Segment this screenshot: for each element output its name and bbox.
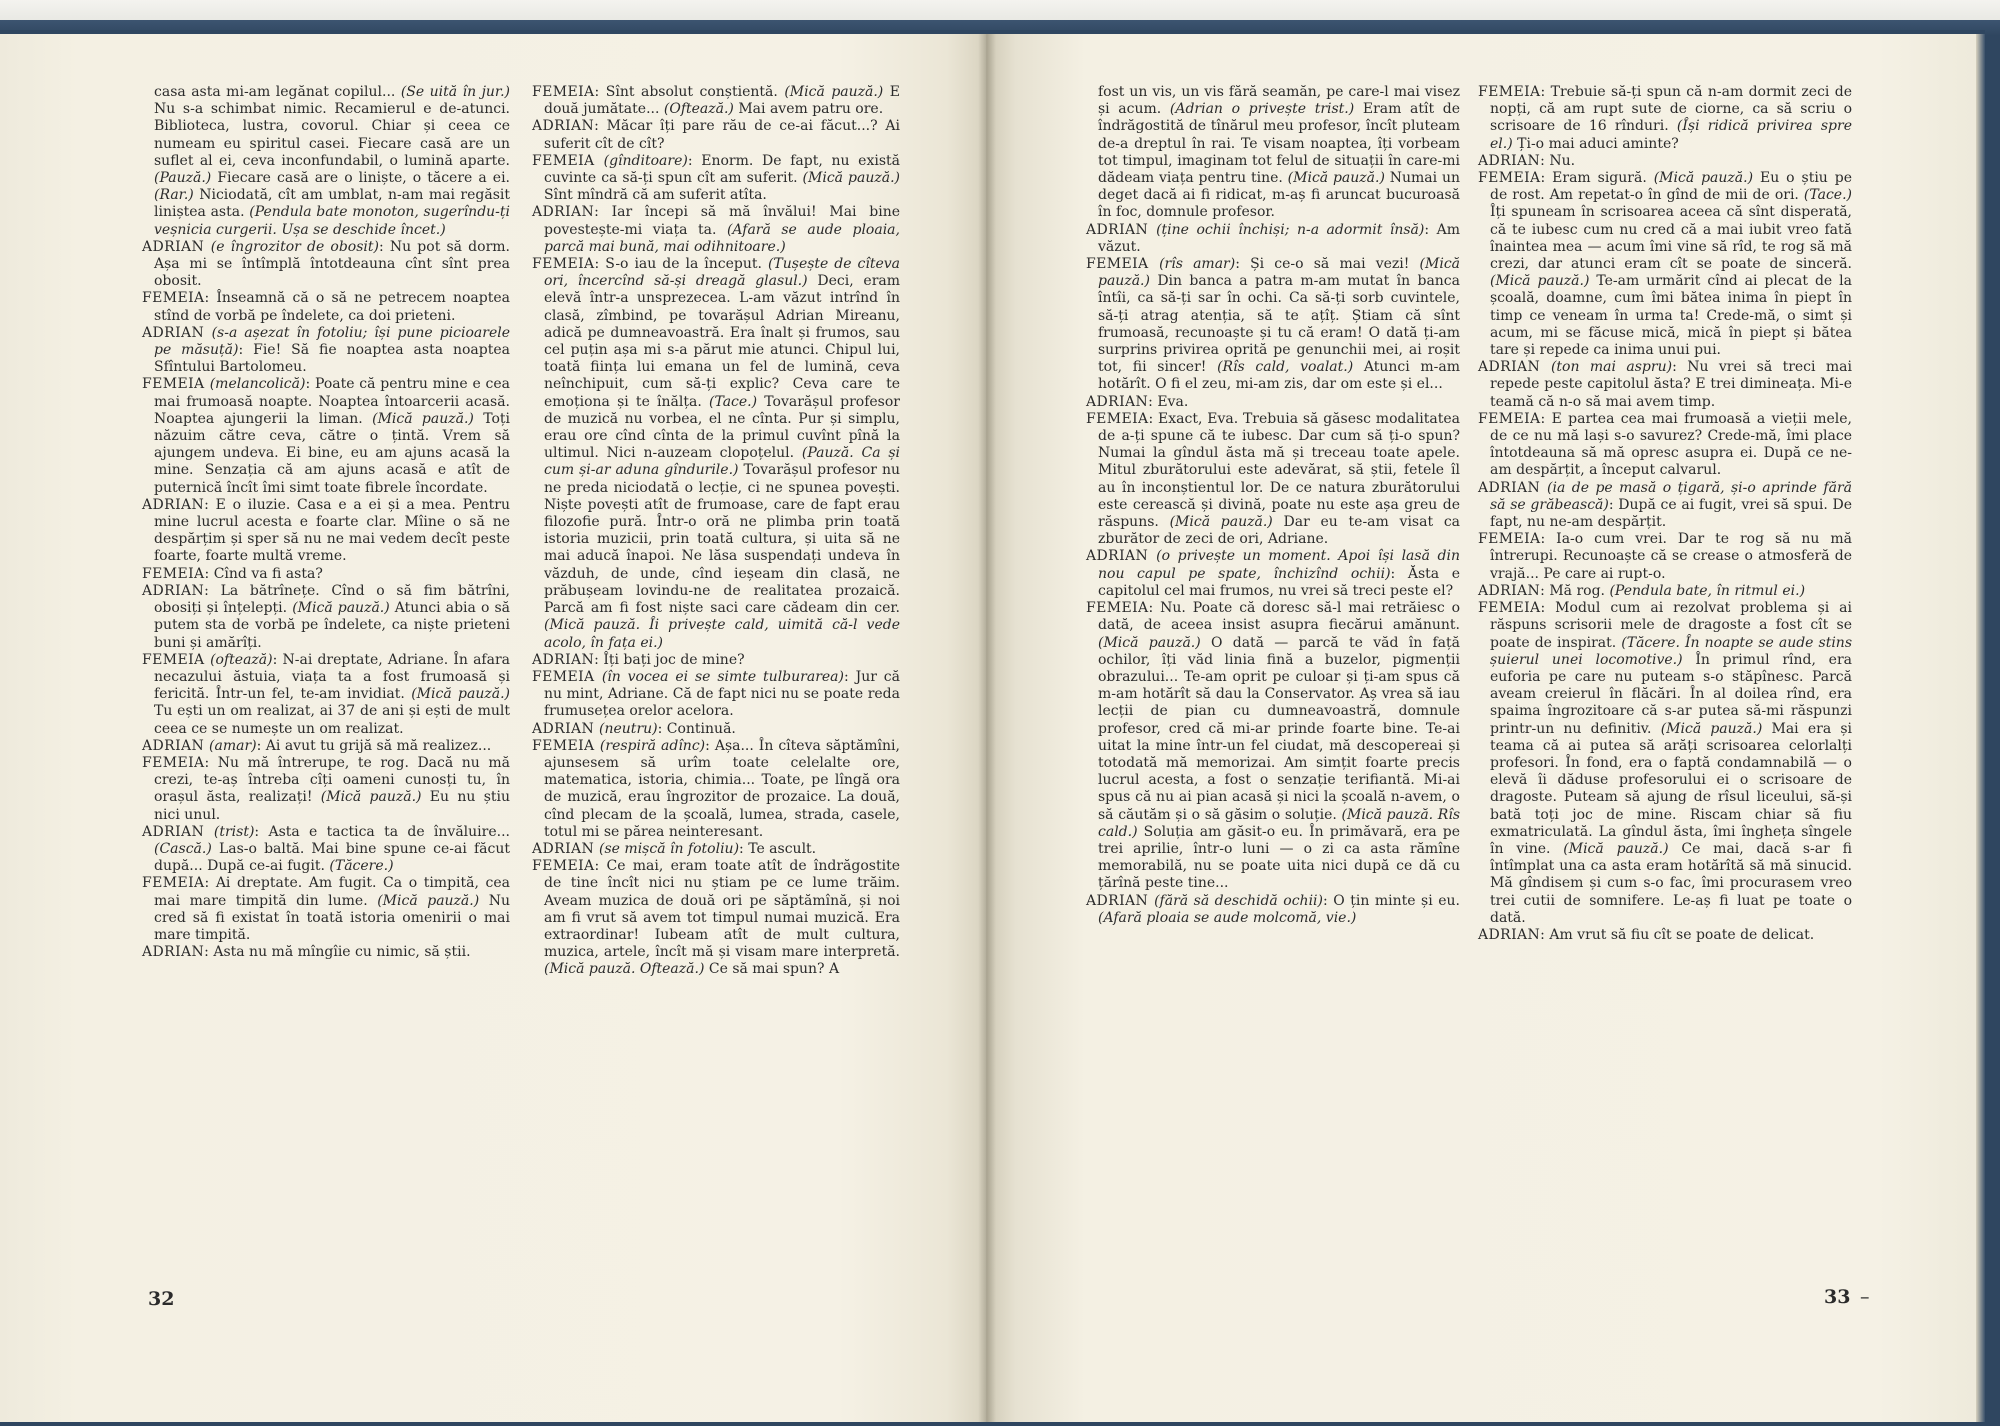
dialogue-line bbox=[1478, 153, 1852, 170]
dialogue-line bbox=[1478, 411, 1852, 480]
stage-direction: (Mică pauză.) bbox=[1660, 720, 1763, 737]
dialogue-line bbox=[532, 858, 900, 978]
dialogue-text: : Înseamnă că o să ne petrecem noaptea stînd de vorbă pe îndelete, ca doi prieteni. bbox=[154, 290, 510, 324]
dialogue-text: : Fie! Să fie noaptea asta noaptea Sfîntului Bartolomeu. bbox=[154, 342, 510, 376]
dialogue-text: Nu cred să fi existat în toată istoria omenirii o mai mare timpită. bbox=[154, 892, 511, 943]
dialogue-text: Toți năzuim către ceva, către o țintă. Vrem să ajungem undeva. Ei bine, eu am ajuns acasă la mine. Senzația că am ajuns acasă e atît de puternică încît îmi simt toate fibrele încordate. bbox=[154, 410, 511, 496]
dialogue-text: Tovarășul profesor nu ne preda niciodată o lecție, ci ne spunea povești. Niște povești atît de frumoase, care de fapt erau filozofie pură. Într-o oră ne plimba prin toată istoria muzicii, prin toată cultura, și uita să ne mai aducă înapoi. Ne lăsa suspendați undeva în văzduh, de unde, cînd ieșeam din clasă, ne prăbușeam lovindu-ne de realitatea prozaică. Parcă am fi fost niște saci care cădeam din cer. bbox=[544, 462, 900, 617]
dialogue-text: : Sînt absolut conștientă. bbox=[594, 84, 785, 100]
stage-direction: (Rîs cald, voalat.) bbox=[1217, 359, 1354, 376]
page-number-dash: – bbox=[1860, 1286, 1870, 1308]
speaker-name: FEMEIA bbox=[1478, 600, 1541, 617]
stage-direction: (Pendula bate monoton, sugerîndu-ți veșnicia curgerii. Ușa se deschide încet.) bbox=[154, 204, 511, 238]
dialogue-text: : Așa... În cîteva săptămîni, ajunsesem să urîm toate celelalte ore, matematica, istoria, chimia... Toate, pe lîngă ora de muzică, erau îngrozitor de prozaice. La două, cînd plecam de la școală, lumea, strada, casele, totul mi se părea neinteresant. bbox=[544, 737, 900, 840]
dialogue-text: Te-am urmărit cînd ai plecat de la școală, doamne, cum îmi bătea inima în piept în timp ce veneam în urma ta! Crede-mă, o simt și acum, mi se făcuse mică, mică în piept și bătea tare și repede ca inima unui pui. bbox=[1490, 273, 1852, 359]
stage-direction: (Adrian o privește trist.) bbox=[1169, 101, 1355, 118]
dialogue-text: Soluția am găsit-o eu. În primăvară, era pe trei aprilie, într-o luni — o zi ca asta rămîne memorabilă, nu se poate uita nici după ce dă cu țărînă peste tine... bbox=[1098, 823, 1460, 892]
speaker-name: FEMEIA bbox=[142, 875, 205, 892]
speaker-name: ADRIAN bbox=[142, 944, 205, 961]
dialogue-line bbox=[1478, 170, 1852, 359]
dialogue-text: Niciodată, cît am umblat, n-am mai regăsit liniștea asta. bbox=[154, 187, 510, 221]
dialogue-text: : La bătrînețe. Cînd o să fim bătrîni, obosiți și înțelepți. bbox=[154, 582, 510, 617]
stage-direction: (e îngrozitor de obosit) bbox=[210, 238, 379, 255]
dialogue-text: : Modul cum ai rezolvat problema și ai răspuns scrisorii mele de dragoste a fost cît se poate de inspirat. bbox=[1490, 600, 1852, 651]
dialogue-text: Din banca a patra m-am mutat în banca întîi, ca să-ți sar în ochi. Ca să-ți sorb cuvintele, să-ți atrag atenția, să te ațîț. Știam că sînt frumoasă, recunoaște și tu că eram! O dată ți-am surprins privirea oprită pe genunchii mei, ai roșit tot, fii sincer! bbox=[1098, 273, 1460, 376]
dialogue-line bbox=[532, 153, 900, 205]
stage-direction: (Afară se aude ploaia, parcă mai bună, mai odihnitoare.) bbox=[544, 221, 900, 255]
continued-paragraph bbox=[142, 84, 510, 239]
dialogue-text: casa asta mi-am legănat copilul... bbox=[154, 84, 401, 100]
dialogue-text: : Exact, Eva. Trebuia să găsesc modalitatea de a-ți spune că te iubesc. Dar cum să ți-o spun? Numai la gîndul ăsta mă și treceau toate apele. Mitul zburătorului este adevărat, să știi, fetele îl au în inconștientul lor. De ce natura zburătorului este cerească și divină, poate nu este așa greu de răspuns. bbox=[1098, 410, 1460, 531]
speaker-name: FEMEIA bbox=[532, 858, 595, 875]
dialogue-text: : Nu. bbox=[1540, 152, 1576, 169]
dialogue-line bbox=[142, 325, 510, 377]
speaker-name: ADRIAN bbox=[142, 238, 211, 255]
dialogue-text: Eram atît de îndrăgostită de tînărul meu profesor, încît pluteam de-a dreptul în rai. Te visam noaptea, îți vorbeam tot timpul, imaginam tot felul de situații în care-mi dădeam viața pentru tine. bbox=[1098, 101, 1460, 187]
dialogue-line bbox=[142, 583, 510, 652]
stage-direction: (Tăcere.) bbox=[329, 858, 394, 875]
dialogue-text: Ce mai, dacă s-ar fi întîmplat una ca asta eram hotărîtă să mă sinucid. Mă gîndisem și cum s-o fac, îmi procurasem vreo trei cutii de somnifere. Le-aș fi luat pe toate o dată. bbox=[1490, 840, 1852, 926]
dialogue-text: Atunci abia o să putem sta de vorbă pe îndelete, ca niște prieteni buni și amărîți. bbox=[154, 600, 511, 651]
dialogue-text: : Ai avut tu grijă să mă realizez... bbox=[256, 737, 492, 754]
stage-direction: (Mică pauză.) bbox=[372, 410, 474, 427]
stage-direction: (trist) bbox=[213, 823, 255, 840]
dialogue-text: : Am văzut. bbox=[1098, 221, 1460, 255]
stage-direction: (Mică pauză. Îi privește cald, uimită că-l vede acolo, în fața ei.) bbox=[544, 617, 900, 651]
speaker-name: FEMEIA bbox=[1478, 410, 1541, 427]
dialogue-line bbox=[142, 652, 510, 738]
stage-direction: (Mică pauză.) bbox=[1653, 170, 1754, 187]
speaker-name: ADRIAN bbox=[532, 840, 600, 857]
dialogue-text: : Eva. bbox=[1148, 393, 1189, 410]
page-number-left: 32 bbox=[148, 1288, 175, 1310]
dialogue-line bbox=[142, 738, 510, 755]
left-page bbox=[0, 34, 986, 1422]
speaker-name: ADRIAN bbox=[532, 720, 600, 737]
dialogue-line bbox=[142, 824, 510, 876]
speaker-name: ADRIAN bbox=[1478, 359, 1551, 376]
dialogue-text: Tovarășul profesor de muzică nu vorbea, el ne cînta. Pur și simplu, erau ore cînd cînta de la primul cuvînt pînă la ultimul. Nici n-auzeam clopoțelul. bbox=[544, 393, 900, 462]
stage-direction: (se mișcă în fotoliu) bbox=[599, 840, 740, 857]
dialogue-text: : Poate că pentru mine e cea mai frumoasă noapte. Noaptea întoarcerii acasă. Noaptea ajungerii la liman. bbox=[154, 376, 510, 427]
speaker-name: FEMEIA bbox=[532, 256, 595, 273]
stage-direction: (Mică pauză.) bbox=[1098, 634, 1201, 651]
stage-direction: (Tace.) bbox=[1803, 187, 1852, 204]
stage-direction: (Mică pauză.) bbox=[1490, 273, 1590, 290]
dialogue-text: : Enorm. De fapt, nu există cuvinte ca să-ți spun cît am suferit. bbox=[544, 152, 900, 187]
speaker-name: ADRIAN bbox=[1086, 221, 1157, 238]
dialogue-line bbox=[532, 738, 900, 841]
dialogue-line bbox=[532, 841, 900, 858]
speaker-name: ADRIAN bbox=[532, 651, 595, 668]
stage-direction: (ton mai aspru) bbox=[1550, 359, 1673, 376]
speaker-name: FEMEIA bbox=[142, 651, 211, 668]
dialogue-text: : Îți bați joc de mine? bbox=[594, 651, 745, 668]
stage-direction: (Pauză. Ca și cum și-ar aduna gîndurile.) bbox=[544, 445, 900, 479]
stage-direction: (Pauză.) bbox=[154, 170, 212, 187]
stage-direction: (Mică pauză.) bbox=[1563, 840, 1669, 857]
stage-direction: (Mică pauză.) bbox=[377, 892, 480, 909]
dialogue-text: : Și ce-o să mai vezi! bbox=[1235, 256, 1420, 273]
stage-direction: (Mică pauză. Rîs cald.) bbox=[1098, 806, 1460, 840]
dialogue-text: : E o iluzie. Casa e a ei și a mea. Pentru mine lucrul acesta e foarte clar. Mîine o să ne despărțim și sper să nu ne mai vedem decît peste foarte, foarte multă vreme. bbox=[154, 496, 510, 565]
dialogue-text: Deci, eram elevă într-a unsprezecea. L-am văzut intrînd în clasă, zîmbind, pe tovarășul Adrian Mireanu, adică pe dumneavoastră. Era înalt și frumos, sau cel puțin așa mi s-a părut mie atunci. Chipul lui, toată ființa lui emana un fel de lumină, ceva neînchipuit, cum să-ți explic? Ceva care te emoționa și te înălța. bbox=[544, 273, 901, 410]
speaker-name: FEMEIA bbox=[142, 376, 210, 393]
dialogue-text: : Mă rog. bbox=[1540, 582, 1610, 599]
dialogue-line bbox=[142, 566, 510, 583]
dialogue-text: : Iar începi să mă învălui! Mai bine povestește-mi viața ta. bbox=[544, 204, 900, 238]
dialogue-line bbox=[142, 376, 510, 496]
stage-direction: (Afară ploaia se aude molcomă, vie.) bbox=[1098, 909, 1357, 926]
dialogue-text: Sînt mîndră că am suferit atîta. bbox=[544, 187, 767, 204]
speaker-name: FEMEIA bbox=[1086, 256, 1160, 273]
speaker-name: ADRIAN bbox=[142, 324, 212, 341]
speaker-name: FEMEIA bbox=[532, 152, 604, 169]
dialogue-text: : N-ai dreptate, Adriane. În afara necazului ăstuia, viața ta a fost frumoasă și fericită. Într-un fel, te-am invidiat. bbox=[154, 651, 510, 703]
stage-direction: (în vocea ei se simte tulburarea) bbox=[601, 668, 844, 685]
dialogue-line bbox=[1086, 893, 1460, 927]
dialogue-text: Fiecare casă are o liniște, o tăcere a ei. bbox=[211, 170, 510, 187]
dialogue-line bbox=[1086, 222, 1460, 256]
dialogue-line bbox=[532, 118, 900, 152]
stage-direction: (respiră adînc) bbox=[599, 737, 706, 754]
dialogue-text: : E partea cea mai frumoasă a vieții mele, de ce nu mă lași s-o savurez? Crede-mă, îmi place întotdeauna să mă opresc asupra ei. După ce ne-am despărțit, a început calvarul. bbox=[1490, 410, 1852, 479]
dialogue-line bbox=[532, 256, 900, 652]
speaker-name: ADRIAN bbox=[1478, 582, 1541, 599]
speaker-name: ADRIAN bbox=[1478, 152, 1541, 169]
stage-direction: (Mică pauză.) bbox=[292, 600, 390, 617]
speaker-name: FEMEIA bbox=[532, 84, 595, 100]
speaker-name: FEMEIA bbox=[142, 754, 205, 771]
stage-direction: (Mică pauză.) bbox=[411, 686, 510, 703]
dialogue-line bbox=[1086, 548, 1460, 600]
dialogue-line bbox=[532, 721, 900, 738]
dialogue-text: fost un vis, un vis fără seamăn, pe care-l mai visez și acum. bbox=[1098, 84, 1460, 118]
dialogue-text: : Asta e tactica ta de învăluire... bbox=[254, 823, 510, 840]
dialogue-text: Las-o baltă. Mai bine spune ce-ai făcut după... După ce-ai fugit. bbox=[154, 840, 510, 875]
dialogue-text: Atunci m-am hotărît. O fi el zeu, mi-am zis, dar om este și el... bbox=[1098, 359, 1461, 393]
left-page-column-1 bbox=[142, 84, 510, 961]
stage-direction: (amar) bbox=[209, 737, 257, 754]
speaker-name: FEMEIA bbox=[532, 668, 602, 685]
dialogue-line bbox=[142, 239, 510, 291]
speaker-name: FEMEIA bbox=[1086, 410, 1149, 427]
dialogue-line bbox=[1478, 531, 1852, 583]
dialogue-line bbox=[142, 944, 510, 961]
dialogue-line bbox=[532, 84, 900, 118]
stage-direction: (oftează) bbox=[210, 651, 273, 668]
speaker-name: ADRIAN bbox=[1086, 548, 1157, 565]
speaker-name: ADRIAN bbox=[1086, 393, 1149, 410]
speaker-name: FEMEIA bbox=[1478, 170, 1541, 187]
stage-direction: (neutru) bbox=[599, 720, 658, 737]
dialogue-text: : O țin minte și eu. bbox=[1322, 892, 1460, 909]
stage-direction: (Mică pauză.) bbox=[1169, 514, 1273, 531]
dialogue-text: Mai era și teama că ai putea să arăți scrisoarea celorlalți profesori. În fond, era o faptă condamnabilă — o elevă îi dăduse profesorului ei o scrisoare de dragoste. Puteam să ajung de rîsul liceului, să-și bată toți joc de mine. Riscam chiar să fiu exmatriculată. La gîndul ăsta, îmi îngheța sîngele în vine. bbox=[1490, 720, 1853, 857]
dialogue-text: Dar eu te-am visat ca zburător de zeci de ori, Adriane. bbox=[1098, 514, 1461, 548]
dialogue-line bbox=[1478, 359, 1852, 411]
stage-direction: (Mică pauză.) bbox=[320, 789, 422, 806]
dialogue-text: Nu s-a schimbat nimic. Recamierul e de-atunci. Biblioteca, lustra, covorul. Chiar și ceea ce numeam eu spiritul casei. Fiecare casă are un suflet al ei, ceva inconfundabil, o lumină aparte. bbox=[154, 101, 510, 169]
dialogue-text: : După ce ai fugit, vrei să spui. De fapt, nu ne-am despărțit. bbox=[1490, 496, 1852, 531]
dialogue-text: : Ce mai, eram toate atît de îndrăgostite de tine încît nici nu știam pe ce lume trăim. Aveam muzica de două ori pe săptămînă, și noi am fi vrut să avem tot timpul numai muzică. Era extraordinar! Iubeam atît de mult cultura, muzica, artele, încît mă și visam mare interpretă. bbox=[544, 858, 900, 961]
dialogue-line bbox=[142, 875, 510, 944]
stage-direction: (Cască.) bbox=[154, 840, 212, 857]
dialogue-text: În primul rînd, era euforia pe care nu puteam s-o stăpînesc. Parcă aveam creierul în flăcări. În al doilea rînd, era spaima îngrozitoare că s-ar putea să-mi răspunzi printr-un nu definitiv. bbox=[1490, 651, 1853, 737]
speaker-name: FEMEIA bbox=[142, 290, 205, 307]
speaker-name: FEMEIA bbox=[532, 737, 600, 754]
dialogue-text: Numai un deget dacă ai fi ridicat, m-aș fi aruncat bucuroasă în foc, domnule profesor. bbox=[1098, 170, 1461, 221]
dialogue-text: Ți-o mai aduci aminte? bbox=[1512, 135, 1679, 152]
stage-direction: (Mică pauză.) bbox=[784, 84, 884, 100]
dialogue-text: : Nu mă întrerupe, te rog. Dacă nu mă crezi, te-aș întreba cîți oameni cunosți tu, în orașul ăsta, realizați! bbox=[154, 754, 510, 806]
dialogue-line bbox=[1086, 394, 1460, 411]
dialogue-line bbox=[532, 652, 900, 669]
dialogue-text: : Nu vrei să treci mai repede peste capitolul ăsta? E trei dimineața. Mi-e teamă că n-o să mai avem timp. bbox=[1490, 359, 1852, 410]
dialogue-line bbox=[1086, 600, 1460, 892]
speaker-name: ADRIAN bbox=[532, 204, 595, 221]
dialogue-line bbox=[532, 669, 900, 721]
page-edge bbox=[1976, 34, 1985, 1422]
speaker-name: ADRIAN bbox=[1086, 892, 1155, 909]
stage-direction: (Mică pauză.) bbox=[1287, 170, 1385, 187]
speaker-name: ADRIAN bbox=[532, 118, 595, 135]
dialogue-text: : Nu pot să dorm. Așa mi se întîmplă întotdeauna cînt sînt prea obosit. bbox=[154, 238, 510, 290]
speaker-name: FEMEIA bbox=[1086, 600, 1149, 617]
stage-direction: (Rar.) bbox=[154, 187, 194, 204]
dialogue-text: Eu nu știu nici unul. bbox=[154, 789, 510, 823]
stage-direction: (Se uită în jur.) bbox=[400, 84, 510, 100]
dialogue-line bbox=[532, 204, 900, 256]
dialogue-text: : Continuă. bbox=[657, 720, 736, 737]
speaker-name: ADRIAN bbox=[1478, 926, 1541, 943]
speaker-name: ADRIAN bbox=[1478, 479, 1548, 496]
dialogue-text: : Te ascult. bbox=[739, 840, 817, 857]
dialogue-line bbox=[1086, 256, 1460, 394]
dialogue-text: Tu ești un om realizat, ai 37 de ani și ești de mult ceea ce se numește un om realizat. bbox=[154, 703, 510, 737]
dialogue-line bbox=[1478, 927, 1852, 944]
continued-paragraph bbox=[1086, 84, 1460, 222]
stage-direction: (Tăcere. În noapte se aude stins șuierul unei locomotive.) bbox=[1490, 634, 1853, 668]
dialogue-line bbox=[1478, 84, 1852, 153]
stage-direction: (gînditoare) bbox=[603, 152, 688, 169]
dialogue-text: : S-o iau de la început. bbox=[594, 256, 768, 273]
dialogue-text: : Ăsta e capitolul cel mai frumos, nu vrei să treci peste el? bbox=[1098, 565, 1461, 599]
stage-direction: (Oftează.) bbox=[663, 101, 734, 118]
dialogue-text: Îți spuneam în scrisoarea aceea că sînt disperată, că te iubesc cum nu cred că a mai iubit vreo fată înaintea mea — acum îmi vine să rîd, te rog să mă crezi, dar atunci eram cît se poate de sinceră. bbox=[1490, 204, 1852, 273]
dialogue-text: Mai avem patru ore. bbox=[733, 101, 884, 118]
dialogue-text: : Ai dreptate. Am fugit. Ca o timpită, cea mai mare timpită din lume. bbox=[154, 875, 510, 909]
book-gutter bbox=[978, 34, 996, 1422]
stage-direction: (Mică pauză.) bbox=[802, 170, 900, 187]
stage-direction: (Își ridică privirea spre el.) bbox=[1490, 118, 1852, 152]
dialogue-text: : Jur că nu mint, Adriane. Că de fapt nici nu se poate reda frumusețea orelor acelora. bbox=[544, 668, 900, 720]
dialogue-line bbox=[142, 755, 510, 824]
dialogue-text: : Cînd va fi asta? bbox=[204, 565, 323, 582]
stage-direction: (Mică pauză.) bbox=[1098, 256, 1461, 290]
stage-direction: (melancolică) bbox=[209, 376, 306, 393]
stage-direction: (Pendula bate, în ritmul ei.) bbox=[1609, 582, 1806, 599]
right-page-column-1 bbox=[1086, 84, 1460, 927]
speaker-name: ADRIAN bbox=[142, 823, 214, 840]
dialogue-line bbox=[142, 497, 510, 566]
stage-direction: (s-a așezat în fotoliu; își pune picioarele pe măsuță) bbox=[154, 324, 510, 359]
dialogue-line bbox=[1478, 480, 1852, 532]
dialogue-text: E două jumătate... bbox=[544, 84, 901, 118]
page-number-right: 33 bbox=[1824, 1286, 1851, 1308]
dialogue-text: Eu o știu pe de rost. Am repetat-o în gînd de mii de ori. bbox=[1490, 170, 1852, 204]
dialogue-line bbox=[1086, 411, 1460, 549]
speaker-name: FEMEIA bbox=[1478, 84, 1541, 100]
dialogue-text: : Eram sigură. bbox=[1540, 170, 1654, 187]
stage-direction: (Mică pauză. Oftează.) bbox=[544, 961, 705, 978]
right-page bbox=[986, 34, 1976, 1422]
dialogue-line bbox=[1478, 583, 1852, 600]
dialogue-text: : Trebuie să-ți spun că n-am dormit zeci de nopți, că am rupt sute de ciorne, ca să scriu o scrisoare de 16 rînduri. bbox=[1490, 84, 1852, 135]
dialogue-text: : Am vrut să fiu cît se poate de delicat. bbox=[1540, 926, 1815, 943]
stage-direction: (ține ochii închiși; n-a adormit însă) bbox=[1156, 221, 1425, 238]
dialogue-text: Ce să mai spun? A bbox=[704, 961, 840, 978]
stage-direction: (o privește un moment. Apoi își lasă din nou capul pe spate, închizînd ochii) bbox=[1098, 548, 1460, 582]
speaker-name: FEMEIA bbox=[142, 565, 205, 582]
dialogue-text: : Asta nu mă mîngîie cu nimic, să știi. bbox=[204, 944, 471, 961]
stage-direction: (Tace.) bbox=[708, 393, 758, 410]
speaker-name: ADRIAN bbox=[142, 496, 205, 513]
stage-direction: (fără să deschidă ochii) bbox=[1154, 892, 1323, 909]
speaker-name: ADRIAN bbox=[142, 582, 205, 599]
left-page-column-2 bbox=[532, 84, 900, 979]
dialogue-text: O dată — parcă te văd în față ochilor, îți văd linia fină a buzelor, pigmenții obrazului... Te-am oprit pe culoar și ți-am spus că m-am hotărît să dau la Conservator. Aș vrea să iau lecții de pian cu dumneavoastră, domnule profesor, cred că mi-ar prinde foarte bine. Te-ai uitat la mine într-un fel ciudat, mă descopereai și totodată mă memorizai. Am simțit foarte precis lucrul acesta, a fost o senzație terifiantă. Mi-ai spus că nu ai pian acasă și nici la școală n-avem, o să căutăm și o să găsim o soluție. bbox=[1098, 634, 1460, 823]
dialogue-line bbox=[142, 290, 510, 324]
right-page-column-2 bbox=[1478, 84, 1852, 944]
dialogue-text: : Ia-o cum vrei. Dar te rog să nu mă întrerupi. Recunoaște că se crease o atmosferă de vrajă... Pe care ai rupt-o. bbox=[1490, 531, 1852, 582]
dialogue-line bbox=[1478, 600, 1852, 927]
speaker-name: ADRIAN bbox=[142, 737, 210, 754]
stage-direction: (rîs amar) bbox=[1159, 256, 1236, 273]
dialogue-text: : Nu. Poate că doresc să-l mai retrăiesc o dată, de aceea insist asupra fiecărui amănunt. bbox=[1098, 600, 1460, 634]
speaker-name: FEMEIA bbox=[1478, 531, 1541, 548]
dialogue-text: : Măcar îți pare rău de ce-ai făcut...? Ai suferit cît de cît? bbox=[544, 118, 900, 152]
stage-direction: (Tușește de cîteva ori, încercînd să-și dreagă glasul.) bbox=[544, 256, 900, 290]
stage-direction: (ia de pe masă o țigară, și-o aprinde fără să se grăbească) bbox=[1490, 479, 1852, 513]
